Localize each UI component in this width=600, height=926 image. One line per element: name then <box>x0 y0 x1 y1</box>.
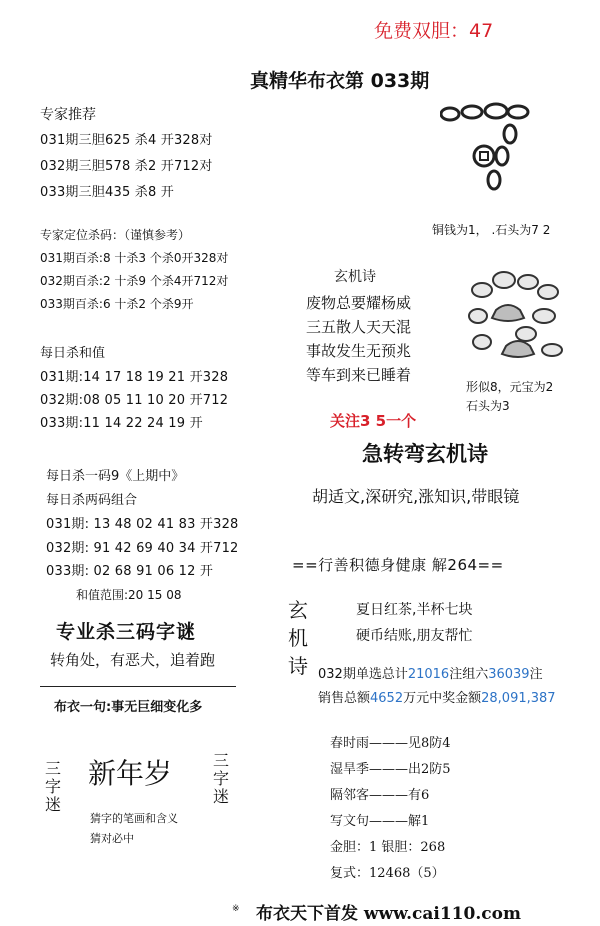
compound-line: 复式：12468（5） <box>330 866 445 881</box>
sum-kill-line: 032期:08 05 11 10 20 开712 <box>40 393 229 408</box>
sales-label: 注 <box>529 667 543 682</box>
sum-kill-line: 033期:11 14 22 24 19 开 <box>40 416 203 431</box>
clue-line: 隔邻客———有6 <box>330 788 430 803</box>
sales-label: 万元中奖金额 <box>403 691 482 706</box>
sales-line-1 <box>318 663 543 682</box>
sales-label: 注组六 <box>449 667 489 682</box>
sales-value: 28,091,387 <box>481 691 556 706</box>
position-line: 031期百杀:8 十杀3 个杀0开328对 <box>40 251 229 265</box>
page-title: 真精华布衣第 033期 <box>250 70 430 92</box>
sales-value: 21016 <box>407 667 450 682</box>
zimi-note: 猜字的笔画和含义 <box>90 812 178 825</box>
turn-title: 急转弯玄机诗 <box>362 442 488 466</box>
shape-caption: 形似8，元宝为2 <box>466 380 554 394</box>
sales-value: 36039 <box>488 667 530 682</box>
clue-line: 湿旱季———出2防5 <box>330 762 451 777</box>
xuanji-heading: 玄机诗 <box>334 269 376 285</box>
tea-line: 夏日红茶,半杯七块 <box>356 602 473 618</box>
sales-value: 4652 <box>370 691 404 706</box>
position-line: 033期百杀:6 十杀2 个杀9开 <box>40 297 194 311</box>
health-line: ==行善积德身健康 解264== <box>292 556 504 574</box>
pair-heading: 每日杀两码组合 <box>46 493 138 508</box>
zimi-left: 三字迷 <box>44 759 61 814</box>
sum-range: 和值范围:20 15 08 <box>76 588 182 602</box>
sales-label: 032期单选总计 <box>318 667 408 682</box>
gold-silver-line: 金胆：1 银胆：268 <box>330 840 446 855</box>
position-line: 032期百杀:2 十杀9 个杀4开712对 <box>40 274 229 288</box>
coin-seven-figure <box>440 96 550 206</box>
xuanji-line: 等车到来已睡着 <box>306 366 412 384</box>
position-heading: 专家定位杀码：（谨慎参考） <box>40 228 191 242</box>
zimi-main: 新年岁 <box>88 757 173 790</box>
footer-site: 布衣天下首发 www.cai110.com <box>256 904 521 924</box>
xuanji-line: 事故发生无预兆 <box>306 342 412 360</box>
xuanji-line: 废物总要耀杨威 <box>306 294 412 312</box>
divider <box>40 686 236 687</box>
free-double-banner: 免费双胆：47 <box>374 20 494 42</box>
coin-caption: 铜钱为1， .石头为7 2 <box>432 223 551 237</box>
expert-line: 031期三胆625 杀4 开328对 <box>40 133 213 148</box>
expert-heading: 专家推荐 <box>40 107 96 123</box>
clue-line: 春时雨———见8防4 <box>330 736 451 751</box>
tea-line: 硬币结账,朋友帮忙 <box>356 628 473 644</box>
turn-text: 胡适文,深研究,涨知识,带眼镜 <box>312 487 520 506</box>
focus-note: 关注3 5一个 <box>330 412 417 430</box>
expert-line: 033期三胆435 杀8 开 <box>40 185 174 200</box>
footer-mark-icon: ※ <box>232 904 240 914</box>
zimi-note: 猜对必中 <box>90 832 134 845</box>
pair-line: 032期: 91 42 69 40 34 开712 <box>46 541 239 556</box>
xuanji-vertical: 玄机诗 <box>288 598 308 678</box>
shape-caption: 石头为3 <box>466 399 510 413</box>
sum-kill-line: 031期:14 17 18 19 21 开328 <box>40 370 229 385</box>
zimi-right: 三字迷 <box>212 751 229 806</box>
clue-line: 写文句———解1 <box>330 814 430 829</box>
xuanji-line: 三五散人天天混 <box>306 318 412 336</box>
riddle-title: 专业杀三码字谜 <box>56 621 197 643</box>
sales-label: 销售总额 <box>318 691 371 706</box>
pair-line: 031期: 13 48 02 41 83 开328 <box>46 517 239 532</box>
buyi-saying: 布衣一句:事无巨细变化多 <box>54 700 203 715</box>
ingot-figure <box>462 268 572 368</box>
kill-one-line: 每日杀一码9《上期中》 <box>46 469 185 484</box>
pair-line: 033期: 02 68 91 06 12 开 <box>46 564 214 579</box>
riddle-text: 转角处，有恶犬，追着跑 <box>50 651 216 669</box>
coin-icon <box>474 146 494 166</box>
expert-line: 032期三胆578 杀2 开712对 <box>40 159 213 174</box>
sales-line-2 <box>318 687 556 706</box>
sum-kill-heading: 每日杀和值 <box>40 346 106 361</box>
